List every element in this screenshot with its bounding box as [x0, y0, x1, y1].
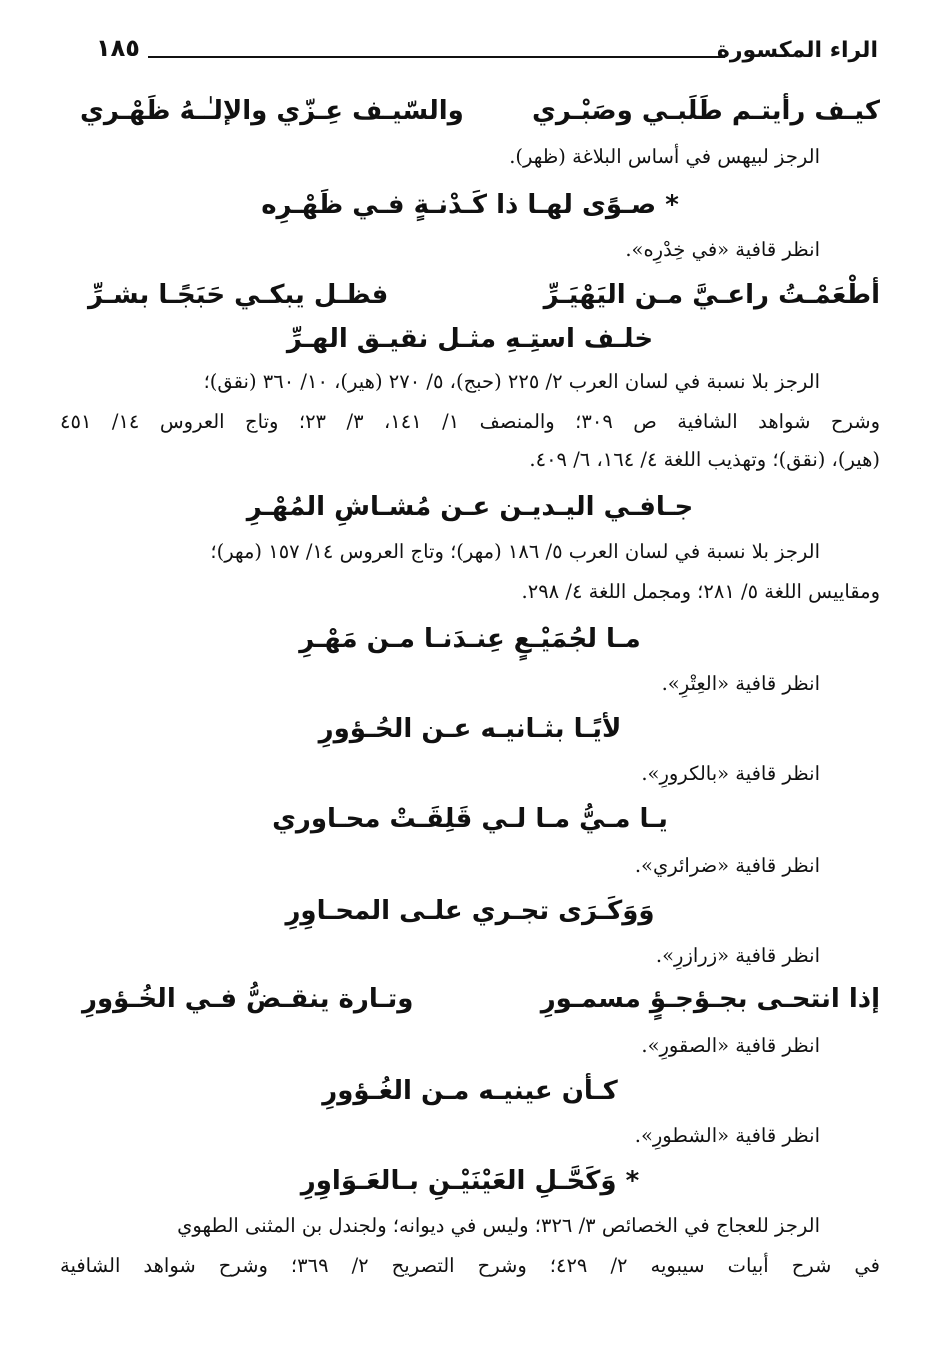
verse-couplet	[60, 96, 880, 126]
verse-hemistich: كيـف رأيتـم طَلَبـي وصَبْـري	[532, 96, 880, 126]
citation-paragraph: وشرح شواهد الشافية ص ٣٠٩؛ والمنصف ١/ ١٤١، ٣/ ٢٣؛ وتاج العروس ١٤/ ٤٥١	[60, 410, 880, 433]
verse-line: جـافـي اليـديـن عـن مُشـاشِ المُهْـرِ	[246, 492, 694, 522]
verse-line: مـا لجُمَيْـعٍ عِنـدَنـا مـن مَهْـرِ	[299, 624, 641, 654]
verse-line: كـأن عينيـه مـن الغُـؤورِ	[322, 1076, 618, 1106]
running-header-title: الراء المكسورة	[716, 38, 878, 63]
citation-paragraph: في شرح أبيات سيبويه ٢/ ٤٢٩؛ وشرح التصريح ٢/ ٣٦٩؛ وشرح شواهد الشافية	[60, 1254, 880, 1277]
cross-reference: انظر قافية «في خِدْرِه».	[625, 238, 820, 261]
verse-couplet	[60, 984, 880, 1014]
verse-line: لأيًـا بثـانيـه عـن الحُـؤورِ	[318, 714, 622, 744]
cross-reference: انظر قافية «الصقورِ».	[641, 1034, 820, 1057]
verse-line: * وَكَحَّـلِ العَيْنَيْـنِ بـالعَـوَاوِرِ	[300, 1166, 640, 1196]
verse-hemistich: والسّيـف عِـزّي والإلـٰـهُ ظَهْـري	[80, 96, 464, 126]
verse-hemistich: أطْعَمْـتُ راعـيَّ مـن اليَهْيَـرِّ	[543, 280, 880, 310]
cross-reference: انظر قافية «العِتْرِ».	[661, 672, 820, 695]
verse-hemistich: فظـل يبكـي حَبَجًـا بشـرِّ	[88, 280, 389, 310]
page-number: ١٨٥	[96, 34, 140, 62]
cross-reference: انظر قافية «ضرائري».	[634, 854, 820, 877]
verse-couplet	[60, 280, 880, 310]
cross-reference: انظر قافية «زرازرِ».	[655, 944, 820, 967]
citation-paragraph: ومقاييس اللغة ٥/ ٢٨١؛ ومجمل اللغة ٤/ ٢٩٨.	[521, 580, 880, 603]
verse-line: وَوَكَـرَى تجـري علـى المحـاوِرِ	[285, 896, 655, 926]
cross-reference: انظر قافية «بالكرورِ».	[641, 762, 820, 785]
cross-reference: انظر قافية «الشطورِ».	[634, 1124, 820, 1147]
header-rule	[148, 56, 725, 58]
citation-paragraph: الرجز لبيهس في أساس البلاغة (ظهر).	[509, 145, 820, 168]
citation-paragraph: الرجز بلا نسبة في لسان العرب ٥/ ١٨٦ (مهر)؛ وتاج العروس ١٤/ ١٥٧ (مهر)؛	[210, 540, 820, 563]
verse-hemistich: إذا انتحـى بجـؤجـؤٍ مسمـورِ	[540, 984, 880, 1014]
verse-line: خلـف استِـهِ مثـل نقيـق الهـرِّ	[286, 324, 654, 354]
citation-paragraph: الرجز بلا نسبة في لسان العرب ٢/ ٢٢٥ (حبج)، ٥/ ٢٧٠ (هير)، ١٠/ ٣٦٠ (نقق)؛	[203, 370, 820, 393]
verse-line: يـا مـيُّ مـا لـي قَلِقَـتْ محـاوري	[272, 804, 668, 834]
verse-line: * صـوًى لهـا ذا كَـدْنـةٍ فـي ظَهْـرِه	[261, 190, 679, 220]
citation-paragraph: الرجز للعجاج في الخصائص ٣/ ٣٢٦؛ وليس في ديوانه؛ ولجندل بن المثنى الطهوي	[177, 1214, 820, 1237]
citation-paragraph: (هير)، (نقق)؛ وتهذيب اللغة ٤/ ١٦٤، ٦/ ٤٠٩.	[529, 448, 880, 471]
verse-hemistich: وتـارة ينقـضُّ فـي الخُـؤورِ	[82, 984, 414, 1014]
